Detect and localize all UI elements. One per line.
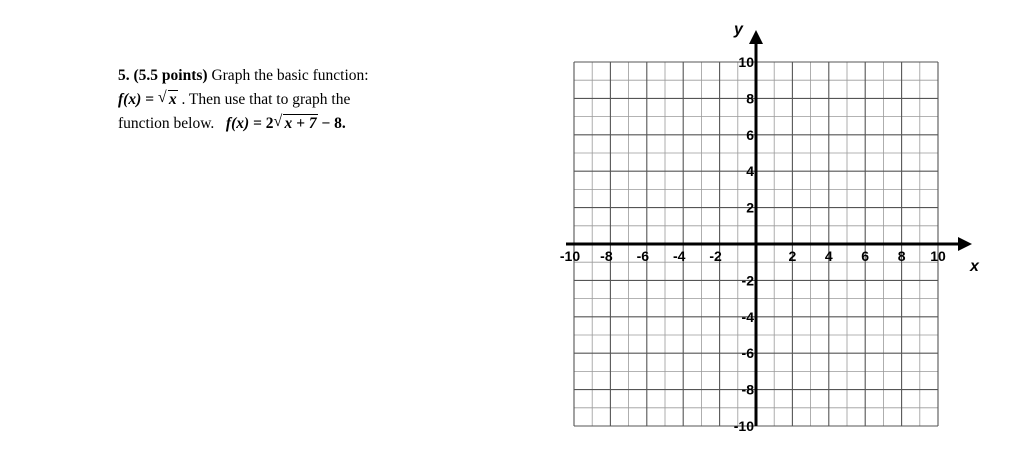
target-tail: − 8. (321, 115, 346, 132)
x-tick-label: -2 (709, 248, 722, 264)
y-axis-arrow (749, 30, 763, 44)
y-tick-label: 10 (738, 54, 754, 70)
x-tick-label: 10 (930, 248, 946, 264)
x-axis-label: x (970, 258, 979, 275)
sqrt-symbol: √ x + 7 (273, 113, 317, 132)
basic-function-lhs: f(x) = (118, 91, 154, 108)
target-function-lhs: f(x) = (225, 115, 262, 132)
x-tick-label: -8 (600, 248, 613, 264)
y-tick-label: -4 (741, 308, 754, 325)
y-tick-label: -2 (741, 272, 754, 289)
axes (566, 30, 972, 426)
y-tick-label: 2 (746, 199, 754, 216)
y-axis-label: y (734, 21, 743, 38)
basic-radicand: x (168, 91, 177, 108)
y-tick-label: -8 (741, 381, 754, 398)
target-coefficient: 2 (265, 115, 274, 132)
y-tick-label: 4 (746, 163, 754, 180)
x-axis-arrow (958, 237, 972, 251)
y-tick-label: 6 (746, 126, 754, 143)
x-tick-label: 4 (824, 248, 833, 264)
x-tick-label: -4 (672, 248, 686, 264)
sqrt-symbol: √ x (157, 89, 177, 108)
problem-number: 5. (118, 67, 130, 84)
x-tick-label: 2 (788, 248, 797, 264)
then-text: . Then use that to graph the (181, 91, 351, 108)
problem-intro: Graph the basic function: (211, 67, 369, 84)
x-tick-label: -10 (559, 248, 581, 264)
x-tick-label: -6 (636, 248, 650, 264)
y-tick-label: -6 (741, 345, 754, 362)
problem-points: (5.5 points) (133, 67, 208, 84)
function-text: function below. (118, 115, 215, 132)
y-tick-label: 8 (746, 90, 754, 107)
target-radicand: x + 7 (284, 115, 317, 132)
x-tick-label: 8 (897, 248, 906, 264)
x-tick-label: 6 (861, 248, 870, 264)
y-tick-label: -10 (733, 418, 754, 434)
